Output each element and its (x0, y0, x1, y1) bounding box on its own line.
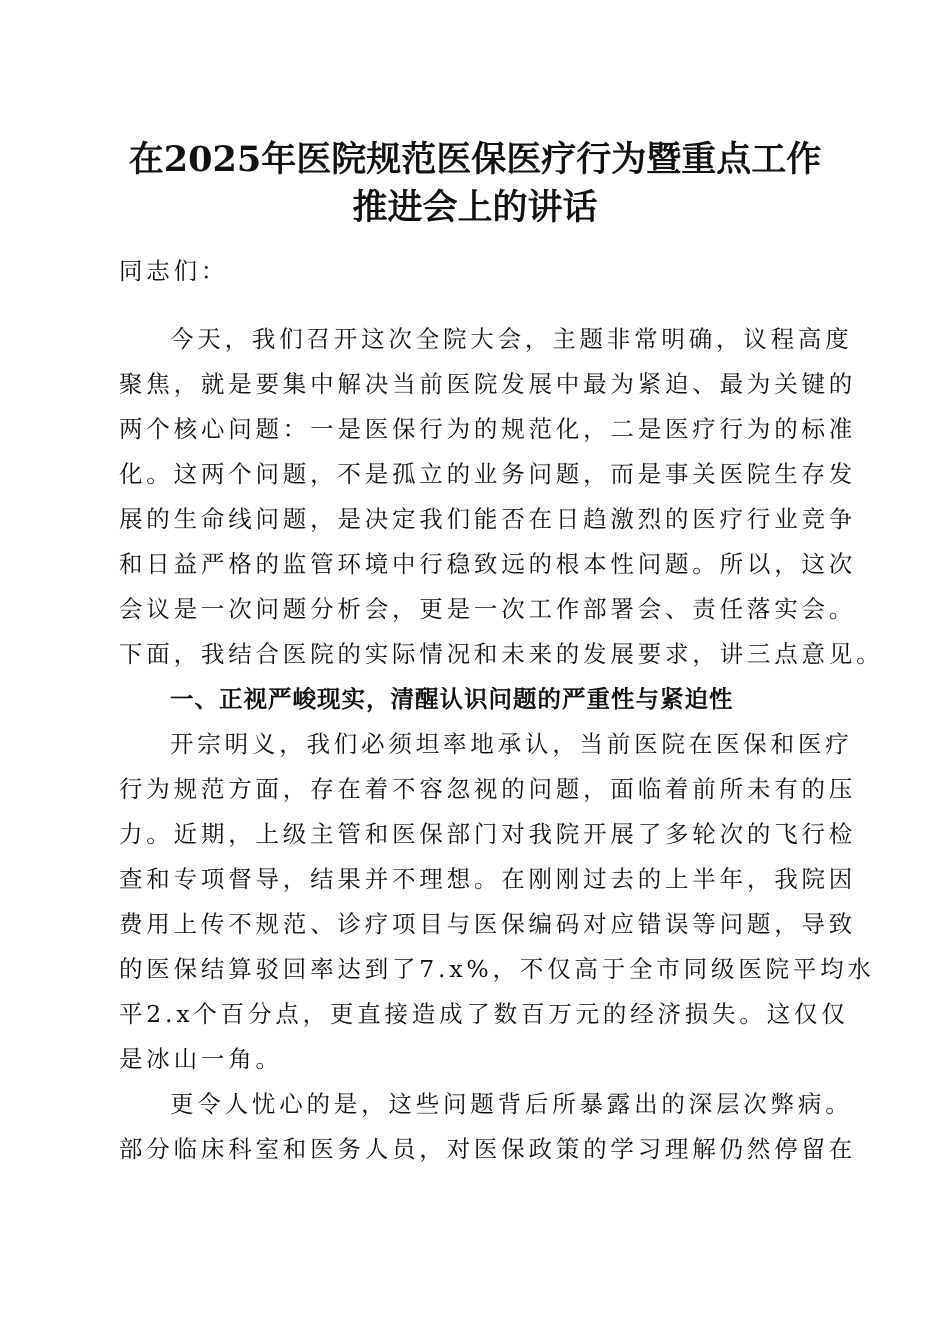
salutation: 同志们： (119, 257, 229, 285)
section-heading-1: 一、正视严峻现实，清醒认识问题的严重性与紧迫性 (170, 685, 734, 713)
paragraph-line: 的医保结算驳回率达到了7.x%，不仅高于全市同级医院平均水 (119, 955, 875, 983)
paragraph-line: 今天，我们召开这次全院大会，主题非常明确，议程高度 (170, 325, 853, 353)
paragraph-line: 会议是一次问题分析会，更是一次工作部署会、责任落实会。 (119, 595, 857, 623)
paragraph-line: 展的生命线问题，是决定我们能否在日趋激烈的医疗行业竞争 (119, 505, 857, 533)
document-title-line-2: 推进会上的讲话 (352, 187, 598, 228)
paragraph-line: 开宗明义，我们必须坦率地承认，当前医院在医保和医疗 (170, 730, 853, 758)
paragraph-line: 行为规范方面，存在着不容忽视的问题，面临着前所未有的压 (119, 775, 857, 803)
document-title-line-1: 在2025年医院规范医保医疗行为暨重点工作 (128, 139, 822, 180)
paragraph-line: 费用上传不规范、诊疗项目与医保编码对应错误等问题，导致 (119, 910, 857, 938)
paragraph-line: 下面，我结合医院的实际情况和未来的发展要求，讲三点意见。 (119, 640, 884, 668)
paragraph-line: 聚焦，就是要集中解决当前医院发展中最为紧迫、最为关键的 (119, 370, 857, 398)
paragraph-line: 两个核心问题：一是医保行为的规范化，二是医疗行为的标准 (119, 415, 857, 443)
paragraph-line: 力。近期，上级主管和医保部门对我院开展了多轮次的飞行检 (119, 820, 857, 848)
paragraph-line: 化。这两个问题，不是孤立的业务问题，而是事关医院生存发 (119, 460, 857, 488)
paragraph-line: 是冰山一角。 (119, 1045, 283, 1073)
paragraph-line: 平2.x个百分点，更直接造成了数百万元的经济损失。这仅仅 (119, 1000, 849, 1028)
paragraph-line: 查和专项督导，结果并不理想。在刚刚过去的上半年，我院因 (119, 865, 857, 893)
paragraph-line: 更令人忧心的是，这些问题背后所暴露出的深层次弊病。 (170, 1090, 853, 1118)
paragraph-line: 和日益严格的监管环境中行稳致远的根本性问题。所以，这次 (119, 550, 857, 578)
paragraph-line: 部分临床科室和医务人员，对医保政策的学习理解仍然停留在 (119, 1135, 857, 1163)
